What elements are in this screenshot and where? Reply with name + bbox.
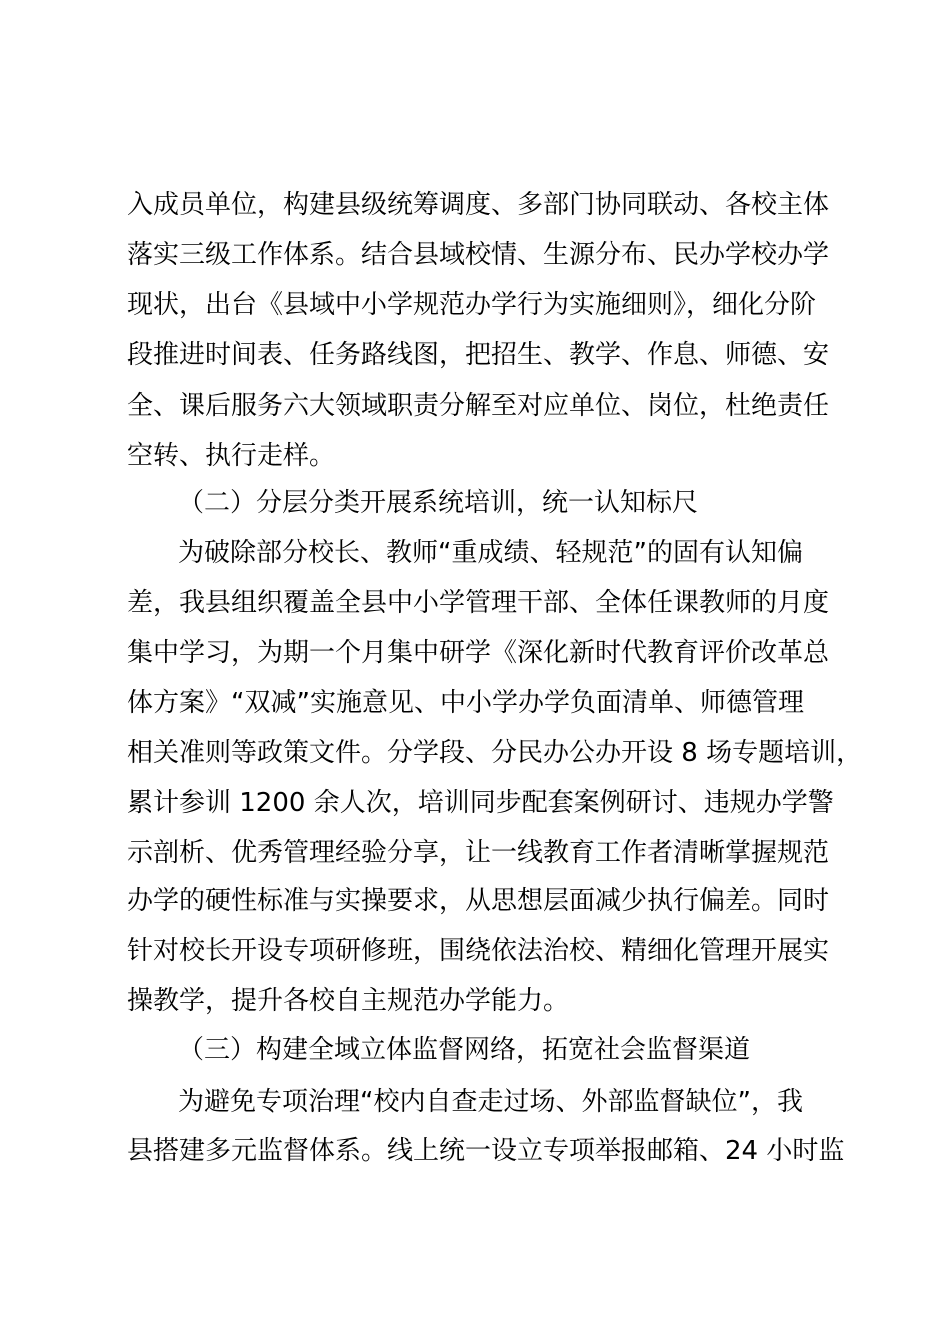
paragraph-line: 为避免专项治理“校内自查走过场、外部监督缺位”，我 (178, 1087, 803, 1117)
paragraph-line: 落实三级工作体系。结合县域校情、生源分布、民办学校办学 (127, 240, 830, 270)
paragraph-line: 办学的硬性标准与实操要求，从思想层面减少执行偏差。同时 (127, 886, 830, 916)
paragraph-line: 累计参训 1200 余人次，培训同步配套案例研讨、违规办学警 (127, 788, 834, 818)
paragraph-line: 段推进时间表、任务路线图，把招生、教学、作息、师德、安 (127, 340, 830, 370)
section-heading: （二）分层分类开展系统培训，统一认知标尺 (178, 488, 699, 518)
paragraph-line: 全、课后服务六大领域职责分解至对应单位、岗位，杜绝责任 (127, 391, 830, 421)
paragraph-line: 操教学，提升各校自主规范办学能力。 (127, 986, 570, 1016)
paragraph-line: 集中学习，为期一个月集中研学《深化新时代教育评价改革总 (127, 638, 830, 668)
section-heading: （三）构建全域立体监督网络，拓宽社会监督渠道 (178, 1035, 751, 1065)
paragraph-line: 差，我县组织覆盖全县中小学管理干部、全体任课教师的月度 (127, 588, 830, 618)
paragraph-line: 空转、执行走样。 (127, 441, 336, 471)
paragraph-line: 针对校长开设专项研修班，围绕依法治校、精细化管理开展实 (127, 936, 830, 966)
paragraph-line: 入成员单位，构建县级统筹调度、多部门协同联动、各校主体 (127, 190, 830, 220)
paragraph-line: 现状，出台《县域中小学规范办学行为实施细则》，细化分阶 (127, 290, 817, 320)
paragraph-line: 为破除部分校长、教师“重成绩、轻规范”的固有认知偏 (178, 538, 803, 568)
paragraph-line: 相关准则等政策文件。分学段、分民办公办开设 8 场专题培训， (127, 738, 863, 768)
paragraph-line: 体方案》“双减”实施意见、中小学办学负面清单、师德管理 (127, 688, 804, 718)
paragraph-line: 示剖析、优秀管理经验分享，让一线教育工作者清晰掌握规范 (127, 838, 830, 868)
paragraph-line: 县搭建多元监督体系。线上统一设立专项举报邮箱、24 小时监 (127, 1136, 845, 1166)
